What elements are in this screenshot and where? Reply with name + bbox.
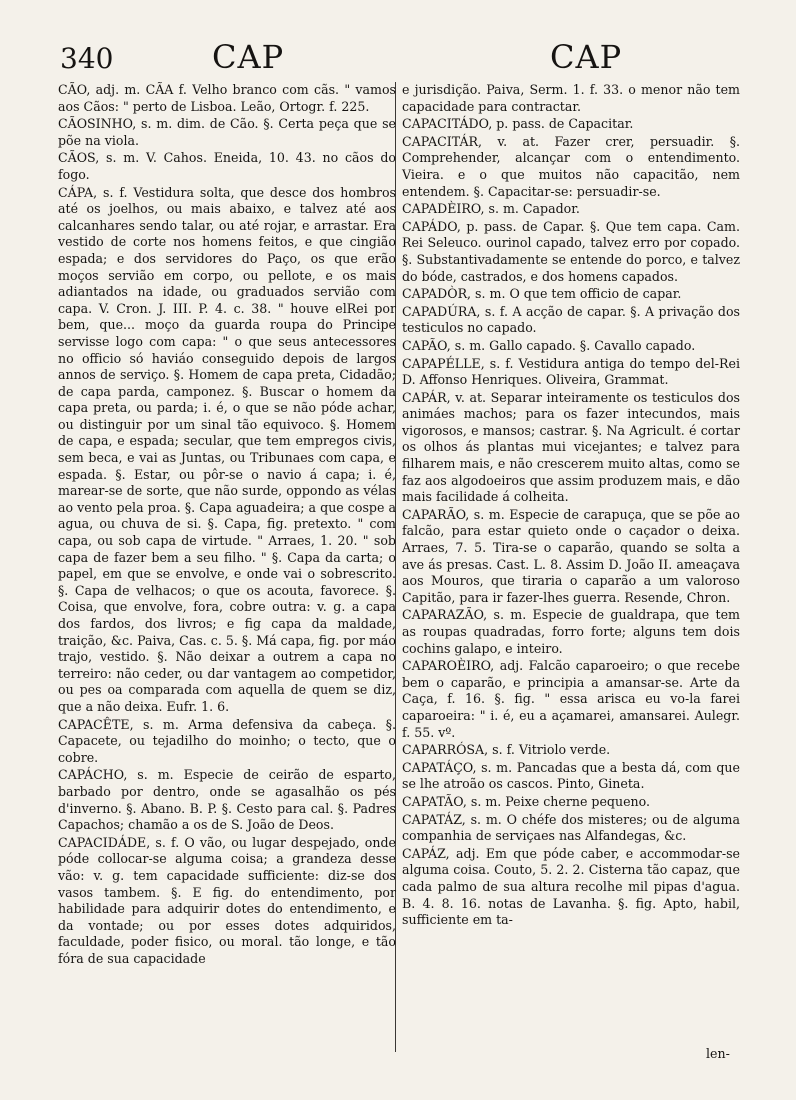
dictionary-entry: CAPÁR, v. at. Separar inteiramente os testiculos dos animáes machos; para os fazer intecundos, mais vigorosos, e mansos; castrar. §. Na Agricult. é cortar os olhos ás plantas mui vicejantes; e talvez para filharem mais, e não crescerem muito altas, como se faz aos algodoeiros que assim produzem mais, e dão mais facilidade á colheita. xyxy=(402,389,740,505)
dictionary-entry: CÃOSINHO, s. m. dim. de Cão. §. Certa peça que se põe na viola. xyxy=(58,116,396,148)
dictionary-entry: CÃO, adj. m. CÃA f. Velho branco com cãs. " vamos aos Cãos: " perto de Lisboa. Leão, Ortogr. f. 225. xyxy=(58,82,396,114)
running-head-left: CAP xyxy=(212,38,285,76)
dictionary-entry: CAPATÁÇO, s. m. Pancadas que a besta dá, com que se lhe atroão os cascos. Pinto, Gineta. xyxy=(402,759,740,792)
dictionary-entry: CAPÁZ, adj. Em que póde caber, e accommodar-se alguma coisa. Couto, 5. 2. 2. Cisterna tão capaz, que cada palmo de sua altura recolhe mil pipas d'agua. B. 4. 8. 16. notas de Lavanha. §. fig. Apto, habil, sufficiente em ta- xyxy=(402,845,740,928)
dictionary-entry: CAPACIDÁDE, s. f. O vão, ou lugar despejado, onde póde collocar-se alguma coisa; a grandeza desse vão: v. g. tem capacidade sufficiente: diz-se dos vasos tambem. §. E fig. do entendimento, por habilidade para adquirir dotes do entendimento, e da vontade; ou por esses dotes adquiridos, faculdade, poder fisico, ou moral. tão longe, e tão fóra de sua capacidade xyxy=(58,834,396,966)
dictionary-entry: CAPAROÈIRO, adj. Falcão caparoeiro; o que recebe bem o caparão, e principia a amansar-se. Arte da Caça, f. 16. §. fig. " essa arisca eu vo-la farei caparoeira: " i. é, eu a açamarei, amansarei. Aulegr. f. 55. vº. xyxy=(402,658,740,740)
catchword: len- xyxy=(706,1046,730,1061)
dictionary-entry: CAPÁCHO, s. m. Especie de ceirão de esparto, barbado por dentro, onde se agasalhão os pés d'inverno. §. Abano. B. P. §. Cesto para cal. §. Padres Capachos; chamão a os de S. João de Deos. xyxy=(58,767,396,833)
running-head-right: CAP xyxy=(550,38,623,76)
page-number: 340 xyxy=(60,42,114,75)
dictionary-entry: CAPÁDO, p. pass. de Capar. §. Que tem capa. Cam. Rei Seleuco. ourinol capado, talvez erro por copado. §. Substantivadamente se entende do porco, e talvez do bóde, castrados, e dos homens capados. xyxy=(402,218,740,284)
dictionary-entry: CAPACÊTE, s. m. Arma defensiva da cabeça. §. Capacete, ou tejadilho do moinho; o tecto, que o cobre. xyxy=(58,716,396,765)
dictionary-entry: CAPADÈIRO, s. m. Capador. xyxy=(402,201,580,217)
dictionary-entry: CAPADÒR, s. m. O que tem officio de capar. xyxy=(402,286,682,302)
dictionary-entry: CÁPA, s. f. Vestidura solta, que desce dos hombros até os joelhos, ou mais abaixo, e talvez até aos calcanhares sendo talar, ou até rojar, e arrastar. Era vestido de corte nos homens feitos, e que cingião espada; e dos servidores do Paço, os que erão moços servião em corpo, ou pellote, e os mais adiantados na idade, ou graduados servião com capa. V. Cron. J. III. P. 4. c. 38. " houve elRei por bem, que... moço da guarda roupa do Principe servisse logo com capa: " o que seus antecessores no officio só haviáo conseguido depois de largos annos de serviço. §. Homem de capa preta, Cidadão; de capa parda, camponez. §. Buscar o homem da capa preta, ou parda; i. é, o que se não póde achar, ou distinguir por um sinal tão equivoco. §. Homem de capa, e espada; secular, que tem empregos civis, sem beca, e vai as Juntas, ou Tribunaes com capa, e espada. §. Estar, ou pôr-se o navio á capa; i. é, marear-se de sorte, que não surde, oppondo as vélas ao vento pela proa. §. Capa aguadeira; a que cospe a agua, ou chuva de si. §. Capa, fig. pretexto. " com capa, ou sob capa de virtude. " Arraes, 1. 20. " sob capa de fazer bem a seu filho. " §. Capa da carta; o papel, em que se envolve, e onde vai o sobrescrito. §. Capa de velhacos; o que os acouta, favorece. §. Coisa, que envolve, fora, cobre outra: v. g. a capa dos fardos, dos livros; e fig capa da maldade, traição, &c. Paiva, Cas. c. 5. §. Má capa, fig. por máo trajo, vestido. §. Não deixar a outrem a capa no terreiro: não ceder, ou dar vantagem ao competidor, ou pes oa comparada com aquella de quem se diz, que a não deixa. Eufr. 1. 6. xyxy=(58,184,396,714)
dictionary-entry: CAPATÁZ, s. m. O chéfe dos misteres; ou de alguma companhia de serviçaes nas Alfandegas, &c. xyxy=(402,811,740,844)
dictionary-entry: CAPATÃO, s. m. Peixe cherne pequeno. xyxy=(402,793,651,809)
dictionary-entry: CAPARRÓSA, s. f. Vitriolo verde. xyxy=(402,742,611,758)
dictionary-entry: CAPÃO, s. m. Gallo capado. §. Cavallo capado. xyxy=(402,337,696,353)
dictionary-entry: CAPADÚRA, s. f. A acção de capar. §. A privação dos testiculos no capado. xyxy=(402,303,740,336)
dictionary-entry: CÃOS, s. m. V. Cahos. Eneida, 10. 43. no cãos do fogo. xyxy=(58,150,396,182)
left-column xyxy=(58,82,396,968)
dictionary-entry: CAPACITÁDO, p. pass. de Capacitar. xyxy=(402,116,634,132)
right-column xyxy=(402,82,740,930)
dictionary-entry: CAPARÃO, s. m. Especie de carapuça, que se põe ao falcão, para estar quieto onde o caçador o deixa. Arraes, 7. 5. Tira-se o caparão, quando se solta a ave ás presas. Cast. L. 8. Assim D. João II. ameaçava aos Mouros, que tiraria o caparão a um valoroso Capitão, para ir fazer-lhes guerra. Resende, Chron. xyxy=(402,506,740,605)
dictionary-entry: CAPAPÉLLE, s. f. Vestidura antiga do tempo del-Rei D. Affonso Henriques. Oliveira, Grammat. xyxy=(402,355,740,388)
dictionary-entry: CAPARAZÃO, s. m. Especie de gualdrapa, que tem as roupas quadradas, forro forte; alguns tem dois cochins galapo, e inteiro. xyxy=(402,607,740,656)
dictionary-entry: CAPACITÁR, v. at. Fazer crer, persuadir. §. Comprehender, alcançar com o entendimento. Vieira. e o que muitos não capacitão, nem entendem. §. Capacitar-se: persuadir-se. xyxy=(402,133,740,199)
dictionary-entry: e jurisdição. Paiva, Serm. 1. f. 33. o menor não tem capacidade para contractar. xyxy=(402,82,740,114)
